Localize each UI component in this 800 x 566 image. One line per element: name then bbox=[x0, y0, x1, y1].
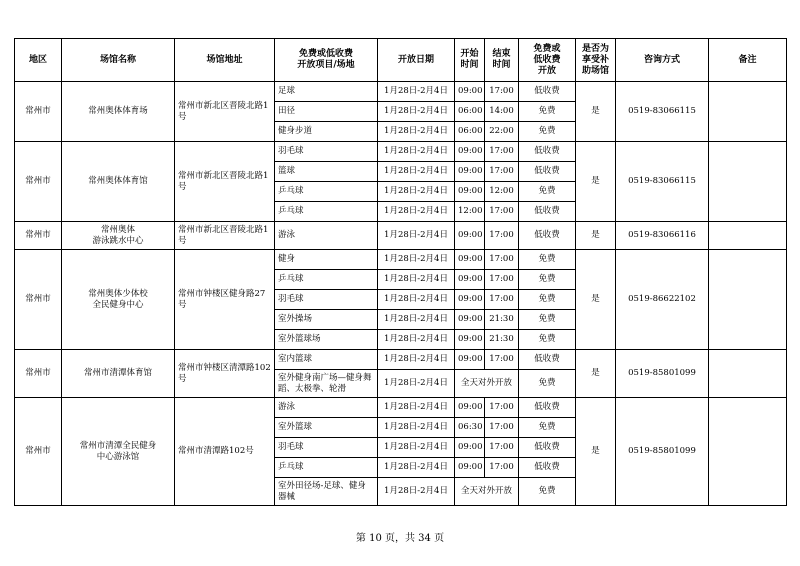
end-time-cell: 12:00 bbox=[485, 182, 519, 202]
start-time-cell: 09:00 bbox=[455, 222, 485, 250]
allday-cell: 全天对外开放 bbox=[455, 478, 519, 506]
table-row bbox=[15, 350, 787, 370]
note-cell bbox=[709, 82, 787, 142]
date-cell: 1月28日-2月4日 bbox=[378, 182, 455, 202]
table-row bbox=[15, 398, 787, 418]
venue-name-cell: 常州奥体少体校 全民健身中心 bbox=[62, 250, 175, 350]
contact-cell: 0519-83066115 bbox=[616, 142, 709, 222]
date-cell: 1月28日-2月4日 bbox=[378, 102, 455, 122]
table-row bbox=[15, 82, 787, 102]
table-row bbox=[15, 250, 787, 270]
fee-cell: 免费 bbox=[519, 370, 576, 398]
header-note: 备注 bbox=[709, 39, 787, 82]
venue-name-cell: 常州市清潭全民健身 中心游泳馆 bbox=[62, 398, 175, 506]
item-cell: 健身步道 bbox=[275, 122, 378, 142]
subsidy-cell: 是 bbox=[576, 398, 616, 506]
start-time-cell: 09:00 bbox=[455, 310, 485, 330]
end-time-cell: 17:00 bbox=[485, 202, 519, 222]
page-footer: 第 10 页，共 34 页 bbox=[355, 533, 445, 544]
item-cell: 乒乓球 bbox=[275, 182, 378, 202]
start-time-cell: 09:00 bbox=[455, 82, 485, 102]
venue-address-cell: 常州市新北区晋陵北路1号 bbox=[175, 82, 275, 142]
fee-cell: 低收费 bbox=[519, 202, 576, 222]
venue-address-cell: 常州市钟楼区清潭路102号 bbox=[175, 350, 275, 398]
fee-cell: 免费 bbox=[519, 310, 576, 330]
item-cell: 室外篮球场 bbox=[275, 330, 378, 350]
subsidy-cell: 是 bbox=[576, 82, 616, 142]
note-cell bbox=[709, 142, 787, 222]
date-cell: 1月28日-2月4日 bbox=[378, 142, 455, 162]
end-time-cell: 14:00 bbox=[485, 102, 519, 122]
region-cell: 常州市 bbox=[15, 82, 62, 142]
item-cell: 室外篮球 bbox=[275, 418, 378, 438]
item-cell: 室外健身南广场—健身舞蹈、太极拳、轮滑 bbox=[275, 370, 378, 398]
venue-table bbox=[14, 38, 787, 506]
item-cell: 乒乓球 bbox=[275, 270, 378, 290]
venue-name-cell: 常州奥体体育场 bbox=[62, 82, 175, 142]
note-cell bbox=[709, 350, 787, 398]
end-time-cell: 22:00 bbox=[485, 122, 519, 142]
start-time-cell: 09:00 bbox=[455, 398, 485, 418]
date-cell: 1月28日-2月4日 bbox=[378, 290, 455, 310]
end-time-cell: 17:00 bbox=[485, 162, 519, 182]
start-time-cell: 09:00 bbox=[455, 182, 485, 202]
header-region: 地区 bbox=[15, 39, 62, 82]
item-cell: 健身 bbox=[275, 250, 378, 270]
end-time-cell: 17:00 bbox=[485, 350, 519, 370]
allday-cell: 全天对外开放 bbox=[455, 370, 519, 398]
venue-name-cell: 常州奥体体育馆 bbox=[62, 142, 175, 222]
date-cell: 1月28日-2月4日 bbox=[378, 122, 455, 142]
item-cell: 足球 bbox=[275, 82, 378, 102]
item-cell: 室外操场 bbox=[275, 310, 378, 330]
item-cell: 乒乓球 bbox=[275, 202, 378, 222]
fee-cell: 低收费 bbox=[519, 142, 576, 162]
fee-cell: 低收费 bbox=[519, 438, 576, 458]
fee-cell: 免费 bbox=[519, 290, 576, 310]
header-date: 开放日期 bbox=[378, 39, 455, 82]
table-row bbox=[15, 142, 787, 162]
date-cell: 1月28日-2月4日 bbox=[378, 478, 455, 506]
item-cell: 游泳 bbox=[275, 398, 378, 418]
start-time-cell: 09:00 bbox=[455, 350, 485, 370]
venue-name-cell: 常州奥体 游泳跳水中心 bbox=[62, 222, 175, 250]
item-cell: 乒乓球 bbox=[275, 458, 378, 478]
item-cell: 羽毛球 bbox=[275, 142, 378, 162]
start-time-cell: 09:00 bbox=[455, 330, 485, 350]
header-fee: 免费或 低收费 开放 bbox=[519, 39, 576, 82]
subsidy-cell: 是 bbox=[576, 350, 616, 398]
end-time-cell: 17:00 bbox=[485, 290, 519, 310]
end-time-cell: 17:00 bbox=[485, 82, 519, 102]
fee-cell: 低收费 bbox=[519, 350, 576, 370]
venue-address-cell: 常州市新北区晋陵北路1号 bbox=[175, 142, 275, 222]
venue-address-cell: 常州市清潭路102号 bbox=[175, 398, 275, 506]
region-cell: 常州市 bbox=[15, 398, 62, 506]
item-cell: 篮球 bbox=[275, 162, 378, 182]
item-cell: 羽毛球 bbox=[275, 438, 378, 458]
contact-cell: 0519-85801099 bbox=[616, 398, 709, 506]
header-contact: 咨询方式 bbox=[616, 39, 709, 82]
venue-name-cell: 常州市清潭体育馆 bbox=[62, 350, 175, 398]
start-time-cell: 12:00 bbox=[455, 202, 485, 222]
start-time-cell: 09:00 bbox=[455, 458, 485, 478]
contact-cell: 0519-85801099 bbox=[616, 350, 709, 398]
date-cell: 1月28日-2月4日 bbox=[378, 162, 455, 182]
date-cell: 1月28日-2月4日 bbox=[378, 438, 455, 458]
fee-cell: 低收费 bbox=[519, 82, 576, 102]
fee-cell: 免费 bbox=[519, 122, 576, 142]
date-cell: 1月28日-2月4日 bbox=[378, 370, 455, 398]
date-cell: 1月28日-2月4日 bbox=[378, 418, 455, 438]
contact-cell: 0519-83066115 bbox=[616, 82, 709, 142]
end-time-cell: 21:30 bbox=[485, 310, 519, 330]
contact-cell: 0519-86622102 bbox=[616, 250, 709, 350]
contact-cell: 0519-83066116 bbox=[616, 222, 709, 250]
fee-cell: 免费 bbox=[519, 418, 576, 438]
start-time-cell: 06:30 bbox=[455, 418, 485, 438]
end-time-cell: 17:00 bbox=[485, 142, 519, 162]
date-cell: 1月28日-2月4日 bbox=[378, 350, 455, 370]
fee-cell: 低收费 bbox=[519, 398, 576, 418]
region-cell: 常州市 bbox=[15, 222, 62, 250]
end-time-cell: 17:00 bbox=[485, 250, 519, 270]
date-cell: 1月28日-2月4日 bbox=[378, 458, 455, 478]
venue-address-cell: 常州市钟楼区健身路27号 bbox=[175, 250, 275, 350]
end-time-cell: 21:30 bbox=[485, 330, 519, 350]
fee-cell: 免费 bbox=[519, 182, 576, 202]
date-cell: 1月28日-2月4日 bbox=[378, 222, 455, 250]
fee-cell: 免费 bbox=[519, 478, 576, 506]
start-time-cell: 09:00 bbox=[455, 162, 485, 182]
date-cell: 1月28日-2月4日 bbox=[378, 82, 455, 102]
region-cell: 常州市 bbox=[15, 250, 62, 350]
header-address: 场馆地址 bbox=[175, 39, 275, 82]
start-time-cell: 06:00 bbox=[455, 122, 485, 142]
region-cell: 常州市 bbox=[15, 142, 62, 222]
header-subsidy: 是否为 享受补 助场馆 bbox=[576, 39, 616, 82]
item-cell: 羽毛球 bbox=[275, 290, 378, 310]
start-time-cell: 09:00 bbox=[455, 270, 485, 290]
item-cell: 室外田径场-足球、健身器械 bbox=[275, 478, 378, 506]
header-venue: 场馆名称 bbox=[62, 39, 175, 82]
fee-cell: 低收费 bbox=[519, 458, 576, 478]
header-item: 免费或低收费 开放项目/场地 bbox=[275, 39, 378, 82]
subsidy-cell: 是 bbox=[576, 250, 616, 350]
end-time-cell: 17:00 bbox=[485, 458, 519, 478]
note-cell bbox=[709, 250, 787, 350]
item-cell: 游泳 bbox=[275, 222, 378, 250]
fee-cell: 免费 bbox=[519, 330, 576, 350]
item-cell: 田径 bbox=[275, 102, 378, 122]
date-cell: 1月28日-2月4日 bbox=[378, 250, 455, 270]
table-body bbox=[15, 82, 787, 506]
note-cell bbox=[709, 222, 787, 250]
header-end: 结束 时间 bbox=[485, 39, 519, 82]
end-time-cell: 17:00 bbox=[485, 438, 519, 458]
fee-cell: 低收费 bbox=[519, 162, 576, 182]
start-time-cell: 06:00 bbox=[455, 102, 485, 122]
end-time-cell: 17:00 bbox=[485, 418, 519, 438]
date-cell: 1月28日-2月4日 bbox=[378, 398, 455, 418]
header-start: 开始 时间 bbox=[455, 39, 485, 82]
start-time-cell: 09:00 bbox=[455, 438, 485, 458]
subsidy-cell: 是 bbox=[576, 142, 616, 222]
fee-cell: 免费 bbox=[519, 250, 576, 270]
fee-cell: 免费 bbox=[519, 102, 576, 122]
end-time-cell: 17:00 bbox=[485, 398, 519, 418]
date-cell: 1月28日-2月4日 bbox=[378, 330, 455, 350]
note-cell bbox=[709, 398, 787, 506]
date-cell: 1月28日-2月4日 bbox=[378, 310, 455, 330]
end-time-cell: 17:00 bbox=[485, 270, 519, 290]
item-cell: 室内篮球 bbox=[275, 350, 378, 370]
start-time-cell: 09:00 bbox=[455, 290, 485, 310]
end-time-cell: 17:00 bbox=[485, 222, 519, 250]
date-cell: 1月28日-2月4日 bbox=[378, 270, 455, 290]
start-time-cell: 09:00 bbox=[455, 142, 485, 162]
date-cell: 1月28日-2月4日 bbox=[378, 202, 455, 222]
subsidy-cell: 是 bbox=[576, 222, 616, 250]
fee-cell: 免费 bbox=[519, 270, 576, 290]
table-header-row bbox=[15, 39, 787, 82]
region-cell: 常州市 bbox=[15, 350, 62, 398]
table-row bbox=[15, 222, 787, 250]
start-time-cell: 09:00 bbox=[455, 250, 485, 270]
fee-cell: 低收费 bbox=[519, 222, 576, 250]
venue-address-cell: 常州市新北区晋陵北路1号 bbox=[175, 222, 275, 250]
